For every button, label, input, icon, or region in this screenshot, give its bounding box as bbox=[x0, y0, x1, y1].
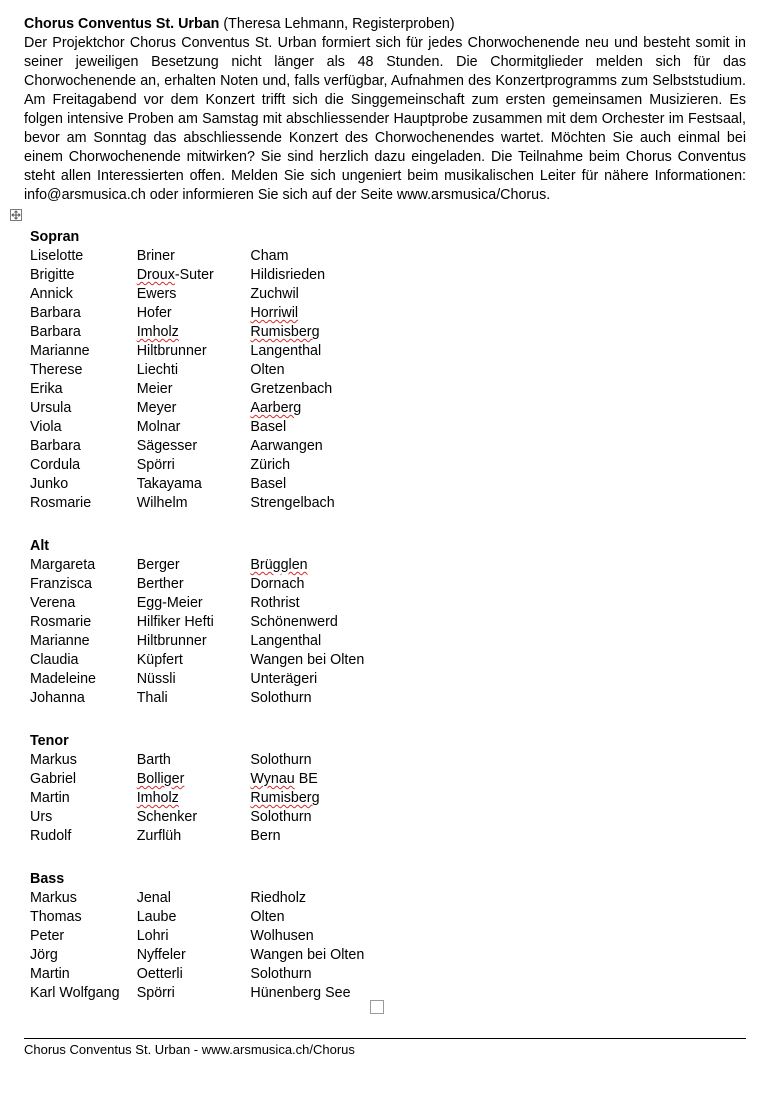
voice-section-sopran bbox=[30, 228, 390, 513]
first-name-cell: Brigitte bbox=[30, 267, 75, 283]
first-name-cell: Junko bbox=[30, 476, 69, 492]
last-name-cell: Takayama bbox=[136, 476, 202, 492]
intro-paragraph: Der Projektchor Chorus Conventus St. Urban formiert sich für jedes Chorwochenende neu und besteht somit in seiner jeweiligen Besetzung nicht länger als 48 Stunden. Die Chormitglieder melden sich für das Chorwochenende an, erhalten Noten und, falls verfügbar, Aufnahmen des Konzertprogramms zum Selbststudium. Am Freitagabend vor dem Konzert trifft sich die Singgemeinschaft zum ersten gemeinsamen Musizieren. Es folgen intensive Proben am Samstag mit abschliessender Hauptprobe zusammen mit dem Orchester im Festsaal, bevor am Sonntag das abschliessende Konzert des Chorwochenendes wartet. Möchten Sie auch einmal bei einem Chorwochenende mitwirken? Sie sind herzlich dazu eingeladen. Die Teilnahme beim Chorus Conventus steht allen Interessierten offen. Melden Sie sich ungeniert beim musikalischen Leiter für nähere Informationen: info@arsmusica.ch oder informieren Sie sich auf der Seite www.arsmusica/Chorus. bbox=[24, 35, 746, 203]
section-title: Bass bbox=[30, 871, 65, 887]
first-name-cell: Viola bbox=[30, 419, 62, 435]
place-cell: Olten bbox=[250, 362, 285, 378]
place-cell: Zuchwil bbox=[250, 286, 299, 302]
place-cell: Hildisrieden bbox=[250, 267, 326, 283]
title-line bbox=[24, 15, 746, 34]
section-title: Tenor bbox=[30, 733, 69, 749]
section-title: Alt bbox=[30, 538, 50, 554]
place-cell: Hünenberg See bbox=[250, 985, 351, 1001]
table-resize-handle-icon[interactable] bbox=[370, 1000, 384, 1014]
last-name-cell: Liechti bbox=[136, 362, 179, 378]
voice-section-alt bbox=[30, 537, 390, 708]
member-row bbox=[30, 984, 390, 1003]
member-row bbox=[30, 908, 390, 927]
choir-title: Chorus Conventus St. Urban bbox=[24, 16, 220, 32]
first-name-cell: Margareta bbox=[30, 557, 96, 573]
last-name-cell: Thali bbox=[136, 690, 168, 706]
last-name-cell bbox=[137, 789, 251, 808]
member-row bbox=[30, 575, 390, 594]
member-row bbox=[30, 399, 390, 418]
first-name-cell: Rosmarie bbox=[30, 614, 92, 630]
place-cell: Solothurn bbox=[250, 966, 312, 982]
first-name-cell: Franzisca bbox=[30, 576, 92, 592]
last-name-cell: Schenker bbox=[136, 809, 198, 825]
place-cell: Solothurn bbox=[250, 752, 312, 768]
last-name-cell: Wilhelm bbox=[136, 495, 188, 511]
place-cell: Aarwangen bbox=[250, 438, 323, 454]
last-name-cell: Meyer bbox=[136, 400, 177, 416]
place-cell: Strengelbach bbox=[250, 495, 335, 511]
spellcheck-marked-word: Imholz bbox=[136, 790, 179, 806]
last-name-cell: Hilfiker Hefti bbox=[136, 614, 214, 630]
last-name-cell: Hofer bbox=[136, 305, 172, 321]
last-name-cell: Egg-Meier bbox=[136, 595, 203, 611]
member-row bbox=[30, 613, 390, 632]
place-cell: Solothurn bbox=[250, 690, 312, 706]
member-row bbox=[30, 632, 390, 651]
first-name-cell: Annick bbox=[30, 286, 73, 302]
first-name-cell: Peter bbox=[30, 928, 65, 944]
last-name-cell: Nyffeler bbox=[136, 947, 186, 963]
last-name-cell: Lohri bbox=[136, 928, 169, 944]
place-cell: Wangen bei Olten bbox=[250, 947, 365, 963]
first-name-cell: Cordula bbox=[30, 457, 81, 473]
document-header bbox=[24, 15, 746, 205]
member-row bbox=[30, 670, 390, 689]
place-cell: Rothrist bbox=[250, 595, 300, 611]
first-name-cell: Thomas bbox=[30, 909, 82, 925]
first-name-cell: Liselotte bbox=[30, 248, 84, 264]
first-name-cell: Claudia bbox=[30, 652, 79, 668]
spellcheck-marked-word: Aarberg bbox=[250, 400, 302, 416]
first-name-cell: Urs bbox=[30, 809, 53, 825]
member-row bbox=[30, 827, 390, 846]
place-cell: Unterägeri bbox=[250, 671, 318, 687]
place-cell bbox=[250, 399, 390, 418]
first-name-cell: Johanna bbox=[30, 690, 85, 706]
member-row bbox=[30, 946, 390, 965]
first-name-cell: Markus bbox=[30, 752, 77, 768]
spellcheck-marked-word: Brügglen bbox=[250, 557, 308, 573]
first-name-cell: Barbara bbox=[30, 324, 81, 340]
last-name-cell: Droux-Suter bbox=[136, 267, 214, 283]
member-row bbox=[30, 808, 390, 827]
section-title: Sopran bbox=[30, 229, 80, 245]
place-cell: Basel bbox=[250, 476, 287, 492]
last-name-cell: Laube bbox=[136, 909, 177, 925]
voice-section-tenor bbox=[30, 732, 390, 846]
last-name-cell: Jenal bbox=[136, 890, 171, 906]
member-row bbox=[30, 418, 390, 437]
last-name-cell: Ewers bbox=[136, 286, 177, 302]
place-cell: Wynau BE bbox=[250, 771, 318, 787]
place-cell: Bern bbox=[250, 828, 281, 844]
member-row bbox=[30, 342, 390, 361]
spellcheck-marked-word: Wynau bbox=[250, 771, 295, 787]
member-row bbox=[30, 789, 390, 808]
place-cell: Schönenwerd bbox=[250, 614, 338, 630]
member-row bbox=[30, 247, 390, 266]
place-cell: Langenthal bbox=[250, 633, 322, 649]
first-name-cell: Jörg bbox=[30, 947, 58, 963]
first-name-cell: Rosmarie bbox=[30, 495, 92, 511]
place-cell bbox=[250, 323, 390, 342]
table-move-handle-icon[interactable] bbox=[10, 209, 22, 221]
footer-divider bbox=[24, 1038, 746, 1039]
first-name-cell: Erika bbox=[30, 381, 63, 397]
last-name-cell: Barth bbox=[136, 752, 171, 768]
member-row bbox=[30, 770, 390, 789]
place-cell: Zürich bbox=[250, 457, 291, 473]
first-name-cell: Markus bbox=[30, 890, 77, 906]
last-name-cell: Spörri bbox=[136, 457, 175, 473]
first-name-cell: Rudolf bbox=[30, 828, 72, 844]
first-name-cell: Barbara bbox=[30, 305, 81, 321]
last-name-cell: Berther bbox=[136, 576, 184, 592]
member-row bbox=[30, 475, 390, 494]
member-row bbox=[30, 556, 390, 575]
place-cell: Dornach bbox=[250, 576, 305, 592]
choir-subtitle: (Theresa Lehmann, Registerproben) bbox=[219, 16, 455, 32]
member-row bbox=[30, 965, 390, 984]
roster-table bbox=[30, 228, 390, 1003]
first-name-cell: Ursula bbox=[30, 400, 72, 416]
place-cell: Solothurn bbox=[250, 809, 312, 825]
place-cell: Gretzenbach bbox=[250, 381, 333, 397]
first-name-cell: Gabriel bbox=[30, 771, 77, 787]
first-name-cell: Barbara bbox=[30, 438, 81, 454]
spellcheck-marked-word: Imholz bbox=[136, 324, 179, 340]
place-cell bbox=[250, 789, 390, 808]
member-row bbox=[30, 494, 390, 513]
member-row bbox=[30, 651, 390, 670]
first-name-cell: Karl Wolfgang bbox=[30, 985, 120, 1001]
place-cell: Riedholz bbox=[250, 890, 307, 906]
spellcheck-marked-word: Rumisberg bbox=[250, 790, 320, 806]
spellcheck-marked-word: Bolliger bbox=[136, 771, 185, 787]
last-name-cell bbox=[137, 770, 251, 789]
last-name-cell: Hiltbrunner bbox=[136, 633, 207, 649]
first-name-cell: Therese bbox=[30, 362, 83, 378]
place-cell: Wangen bei Olten bbox=[250, 652, 365, 668]
last-name-cell: Hiltbrunner bbox=[136, 343, 207, 359]
place-cell: Cham bbox=[250, 248, 289, 264]
first-name-cell: Madeleine bbox=[30, 671, 96, 687]
member-row bbox=[30, 594, 390, 613]
member-row bbox=[30, 285, 390, 304]
member-row bbox=[30, 266, 390, 285]
member-row bbox=[30, 689, 390, 708]
member-row bbox=[30, 456, 390, 475]
spellcheck-marked-word: Horriwil bbox=[250, 305, 299, 321]
page-footer: Chorus Conventus St. Urban - www.arsmusica.ch/Chorus bbox=[24, 1042, 355, 1057]
member-row bbox=[30, 323, 390, 342]
place-cell bbox=[250, 304, 390, 323]
last-name-cell: Küpfert bbox=[136, 652, 183, 668]
place-cell: Basel bbox=[250, 419, 287, 435]
member-row bbox=[30, 889, 390, 908]
last-name-cell: Nüssli bbox=[136, 671, 176, 687]
last-name-cell: Meier bbox=[136, 381, 173, 397]
last-name-cell: Spörri bbox=[136, 985, 175, 1001]
member-row bbox=[30, 751, 390, 770]
last-name-cell: Oetterli bbox=[136, 966, 183, 982]
member-row bbox=[30, 380, 390, 399]
first-name-cell: Verena bbox=[30, 595, 76, 611]
last-name-cell: Sägesser bbox=[136, 438, 198, 454]
member-row bbox=[30, 304, 390, 323]
place-cell bbox=[250, 556, 390, 575]
voice-section-bass bbox=[30, 870, 390, 1003]
place-cell: Olten bbox=[250, 909, 285, 925]
first-name-cell: Martin bbox=[30, 966, 70, 982]
last-name-cell: Zurflüh bbox=[136, 828, 182, 844]
place-cell: Wolhusen bbox=[250, 928, 314, 944]
member-row bbox=[30, 437, 390, 456]
spellcheck-marked-word: Droux bbox=[136, 267, 175, 283]
last-name-cell: Molnar bbox=[136, 419, 181, 435]
last-name-cell: Berger bbox=[136, 557, 180, 573]
member-row bbox=[30, 361, 390, 380]
member-row bbox=[30, 927, 390, 946]
first-name-cell: Marianne bbox=[30, 343, 90, 359]
last-name-cell: Briner bbox=[136, 248, 175, 264]
spellcheck-marked-word: Rumisberg bbox=[250, 324, 320, 340]
first-name-cell: Martin bbox=[30, 790, 70, 806]
last-name-cell bbox=[137, 323, 251, 342]
first-name-cell: Marianne bbox=[30, 633, 90, 649]
place-cell: Langenthal bbox=[250, 343, 322, 359]
